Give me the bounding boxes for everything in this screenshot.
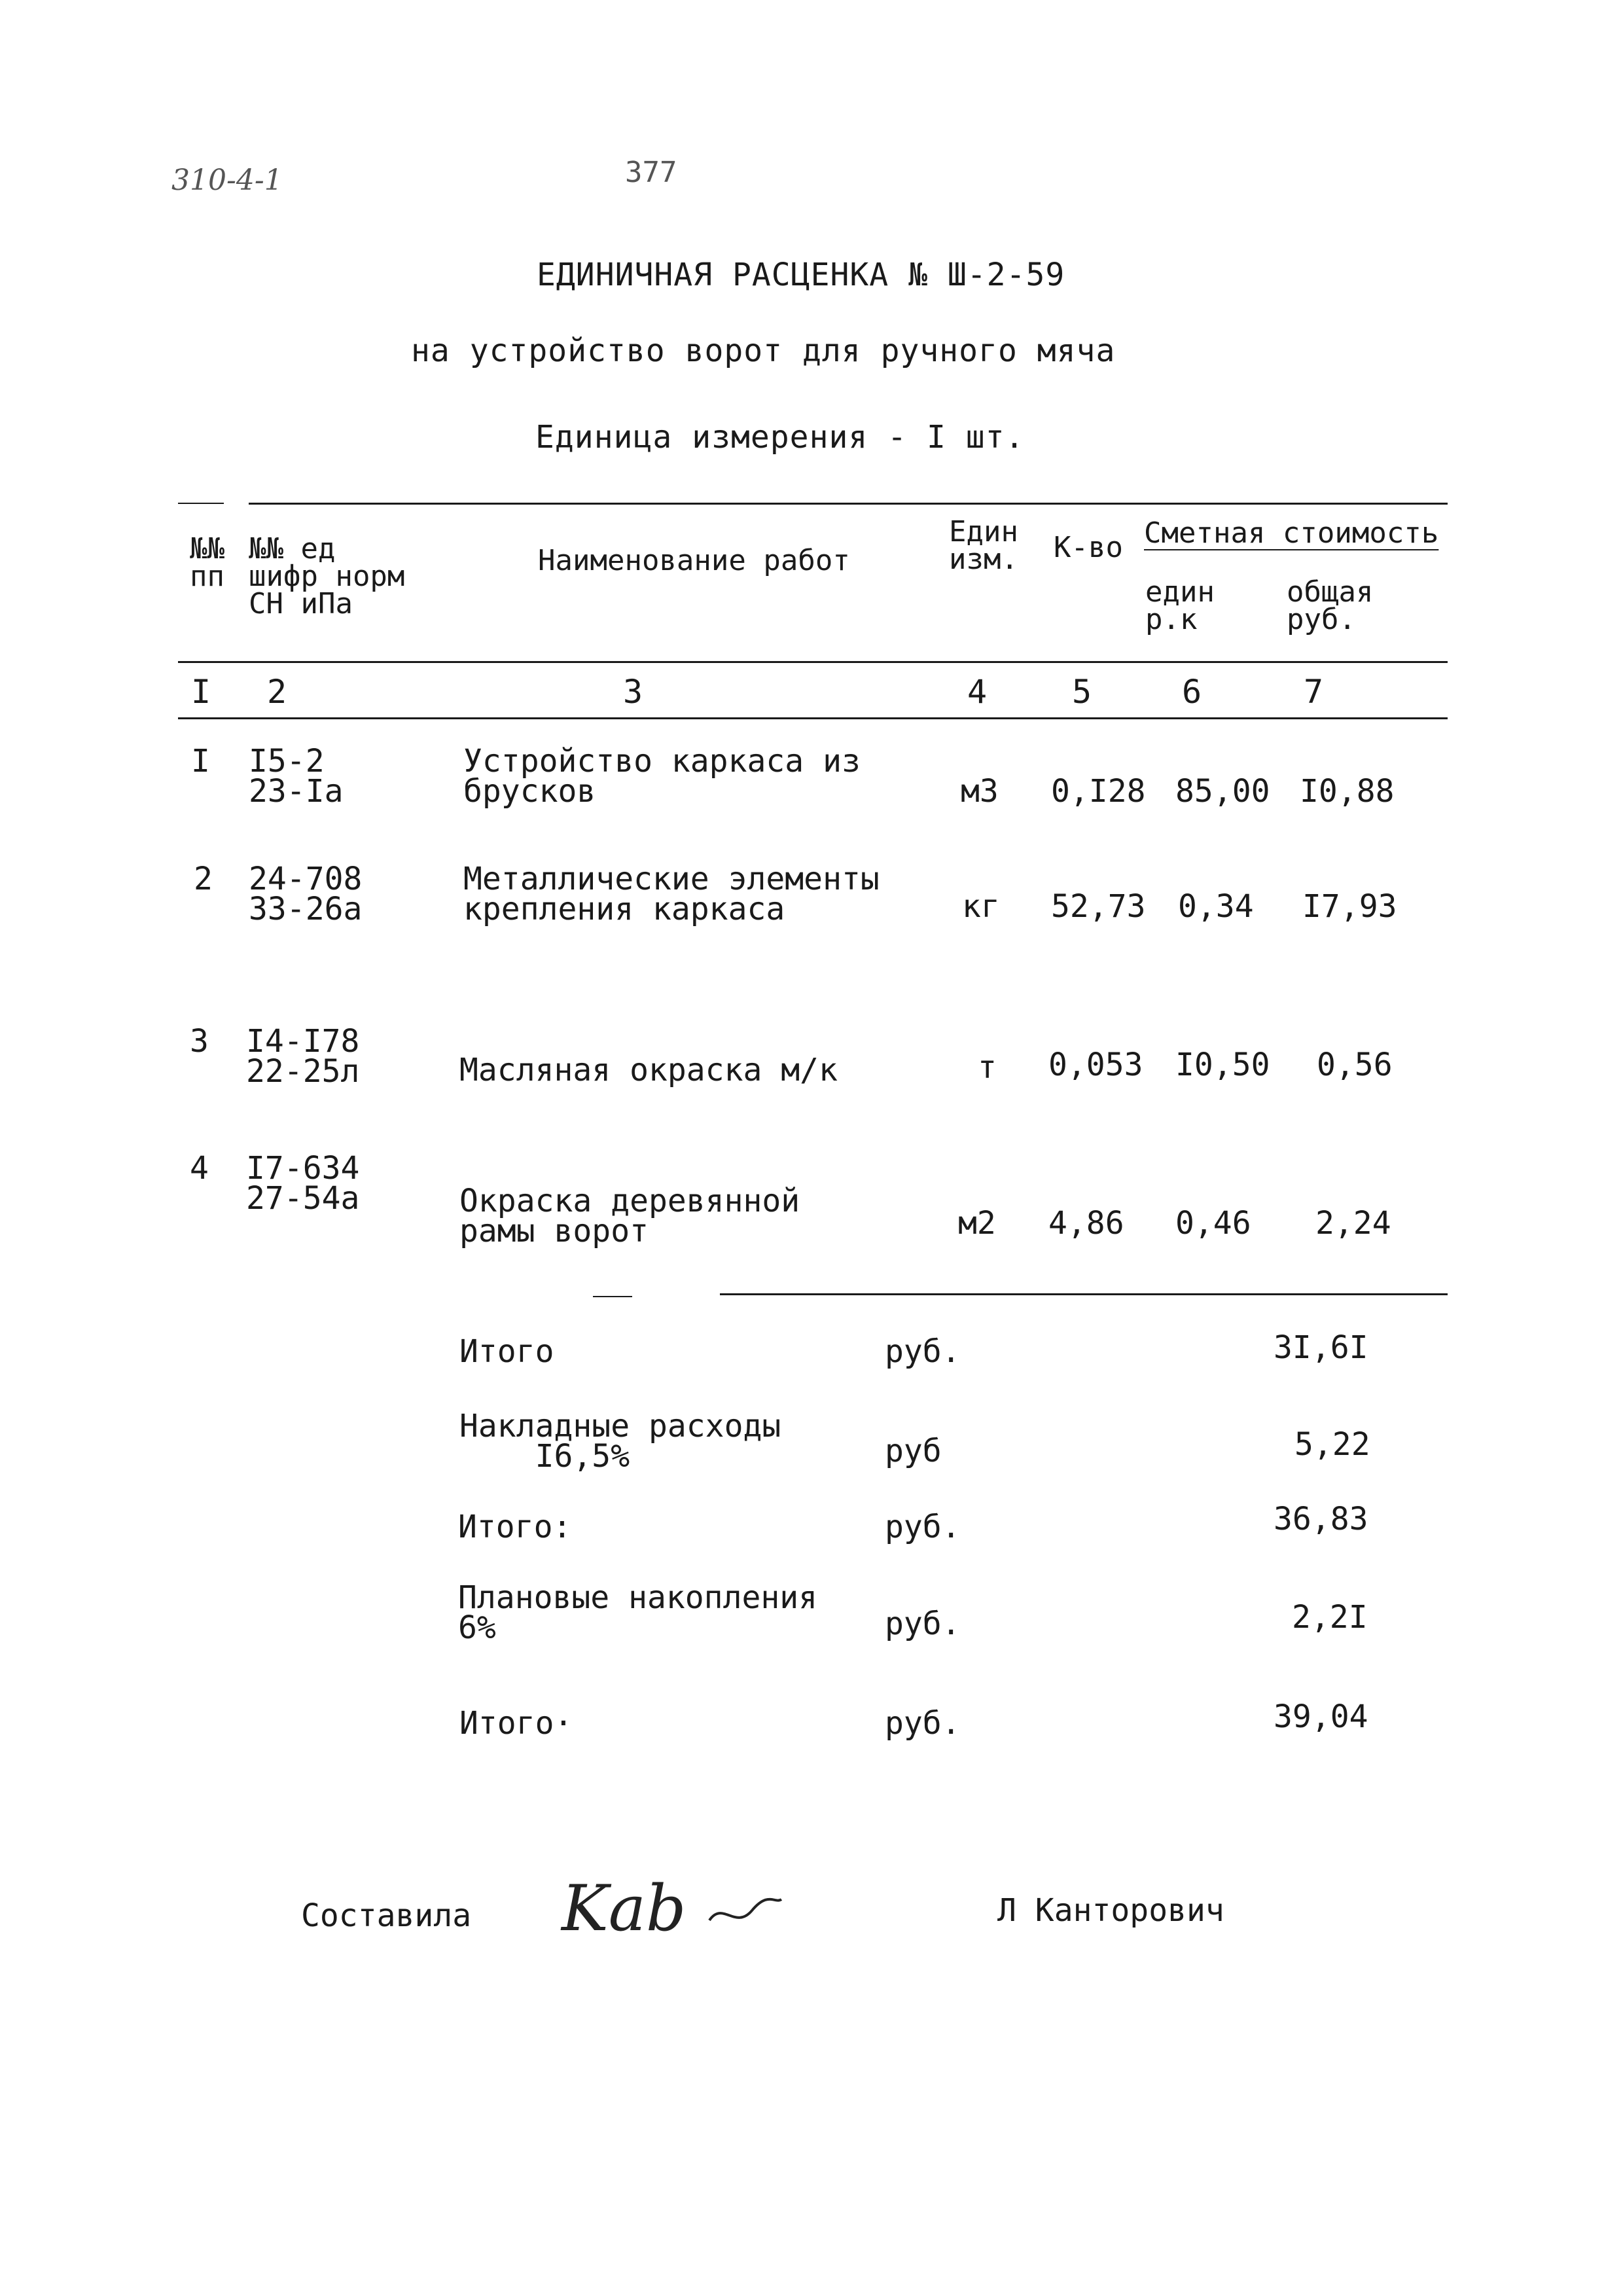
col-number-7: 7 xyxy=(1304,673,1324,711)
col-number-1: I xyxy=(191,673,211,711)
signature-role: Составила xyxy=(301,1897,472,1934)
signer-name: Л Канторович xyxy=(997,1892,1224,1929)
col-number-5: 5 xyxy=(1072,673,1092,711)
row-1-unit: м3 xyxy=(961,773,999,810)
summary-2-value: 5,22 xyxy=(1294,1426,1370,1463)
row-2-unit-price: 0,34 xyxy=(1178,888,1254,925)
summary-1-value: 3I,6I xyxy=(1274,1329,1368,1366)
summary-4-unit: руб. xyxy=(885,1605,961,1642)
summary-1-label: Итого xyxy=(459,1333,554,1370)
header-bottom-rule xyxy=(178,661,1448,663)
row-1-work-name: Устройство каркаса из брусков xyxy=(463,743,861,810)
header-quantity: К-во xyxy=(1054,531,1123,564)
col-numbers-bottom-rule xyxy=(178,717,1448,719)
row-4-code: I7-634 27-54а xyxy=(246,1150,360,1217)
header-unit-price: един р.к xyxy=(1145,575,1215,636)
row-1-unit-price: 85,00 xyxy=(1175,773,1270,810)
col-number-6: 6 xyxy=(1182,673,1202,711)
handwritten-signature xyxy=(562,1872,785,1945)
summary-5-value: 39,04 xyxy=(1274,1698,1368,1735)
col-number-3: 3 xyxy=(623,673,643,711)
row-2-total: I7,93 xyxy=(1302,888,1397,925)
measurement-unit: Единица измерения - I шт. xyxy=(535,419,1025,456)
summary-1-unit: руб. xyxy=(885,1333,961,1370)
row-3-code: I4-I78 22-25л xyxy=(246,1023,360,1090)
summary-3-value: 36,83 xyxy=(1274,1501,1368,1537)
header-row-number: №№ пп xyxy=(190,532,224,593)
totals-separator xyxy=(593,1296,632,1297)
summary-2-label: Накладные расходы I6,5% xyxy=(459,1408,781,1475)
row-3-unit: т xyxy=(978,1049,997,1086)
summary-3-label: Итого: xyxy=(458,1509,572,1545)
header-estimated-cost: Сметная стоимость xyxy=(1144,516,1439,550)
row-3-unit-price: I0,50 xyxy=(1175,1047,1270,1083)
page-number: 377 xyxy=(625,156,677,189)
document-subject: на устройство ворот для ручного мяча xyxy=(411,332,1116,369)
summary-5-label: Итого· xyxy=(459,1705,573,1742)
header-unit: Един изм. xyxy=(949,515,1018,576)
document-title: ЕДИНИЧНАЯ РАСЦЕНКА № Ш-2-59 xyxy=(537,257,1065,293)
col-number-2: 2 xyxy=(267,673,287,711)
summary-4-label: Плановые накопления 6% xyxy=(458,1579,818,1646)
summary-4-value: 2,2I xyxy=(1292,1599,1368,1636)
row-3-quantity: 0,053 xyxy=(1048,1047,1143,1083)
row-3-total: 0,56 xyxy=(1317,1047,1393,1083)
table-top-rule xyxy=(178,503,224,504)
row-1-quantity: 0,I28 xyxy=(1051,773,1146,810)
row-3-number: 3 xyxy=(190,1023,209,1060)
summary-3-unit: руб. xyxy=(885,1509,961,1545)
row-2-code: 24-708 33-26а xyxy=(249,861,363,927)
signature-mark: Kab xyxy=(562,1872,687,1945)
document-code: 310-4-1 xyxy=(171,164,283,197)
row-4-quantity: 4,86 xyxy=(1048,1205,1124,1242)
header-work-name: Наименование работ xyxy=(538,544,850,577)
totals-separator xyxy=(720,1293,1448,1295)
row-1-code: I5-2 23-Iа xyxy=(249,743,344,810)
header-norm-code: №№ ед шифр норм СН иПа xyxy=(249,532,405,620)
table-top-rule xyxy=(249,503,1448,505)
header-total-cost: общая руб. xyxy=(1287,575,1374,636)
row-4-work-name: Окраска деревянной рамы ворот xyxy=(459,1183,800,1249)
row-2-work-name: Металлические элементы крепления каркаса xyxy=(463,861,880,927)
row-3-work-name: Масляная окраска м/к xyxy=(459,1052,838,1088)
row-1-total: I0,88 xyxy=(1300,773,1395,810)
row-4-number: 4 xyxy=(190,1150,209,1187)
row-2-number: 2 xyxy=(194,861,213,897)
summary-2-unit: руб xyxy=(885,1433,942,1469)
row-2-quantity: 52,73 xyxy=(1051,888,1146,925)
signature-flourish-icon xyxy=(706,1894,785,1933)
row-4-unit-price: 0,46 xyxy=(1175,1205,1251,1242)
row-1-number: I xyxy=(191,743,210,780)
summary-5-unit: руб. xyxy=(885,1705,961,1742)
col-number-4: 4 xyxy=(967,673,988,711)
row-4-unit: м2 xyxy=(958,1205,996,1242)
row-2-unit: кг xyxy=(962,888,1000,925)
row-4-total: 2,24 xyxy=(1315,1205,1391,1242)
